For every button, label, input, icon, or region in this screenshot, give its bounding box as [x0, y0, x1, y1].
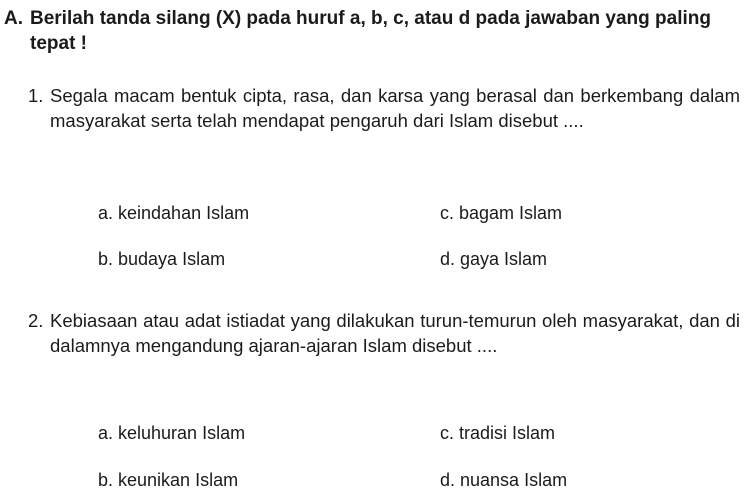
option-2d[interactable]: d. nuansa Islam: [440, 470, 568, 490]
question-1: [28, 83, 740, 133]
option-1a[interactable]: a. keindahan Islam: [98, 203, 250, 223]
question-number: 2.: [28, 310, 44, 331]
option-2b[interactable]: b. keunikan Islam: [98, 470, 239, 490]
option-1b[interactable]: b. budaya Islam: [98, 249, 226, 269]
option-2c[interactable]: c. tradisi Islam: [440, 423, 556, 443]
question-number: 1.: [28, 85, 44, 106]
question-2: [28, 308, 740, 358]
option-1d[interactable]: d. gaya Islam: [440, 249, 548, 269]
section-instruction: Berilah tanda silang (X) pada huruf a, b, c, atau d pada jawaban yang paling tepat !: [30, 8, 711, 54]
question-text: Kebiasaan atau adat istiadat yang dilakukan turun-temurun oleh masyarakat, dan di dalamnya mengandung ajaran-ajaran Islam disebut ....: [50, 310, 740, 356]
section-letter: A.: [4, 8, 23, 29]
question-text: Segala macam bentuk cipta, rasa, dan karsa yang berasal dan berkembang dalam masyarakat serta telah mendapat pengaruh dari Islam disebut ....: [50, 85, 740, 131]
option-1c[interactable]: c. bagam Islam: [440, 203, 563, 223]
option-2a[interactable]: a. keluhuran Islam: [98, 423, 246, 443]
